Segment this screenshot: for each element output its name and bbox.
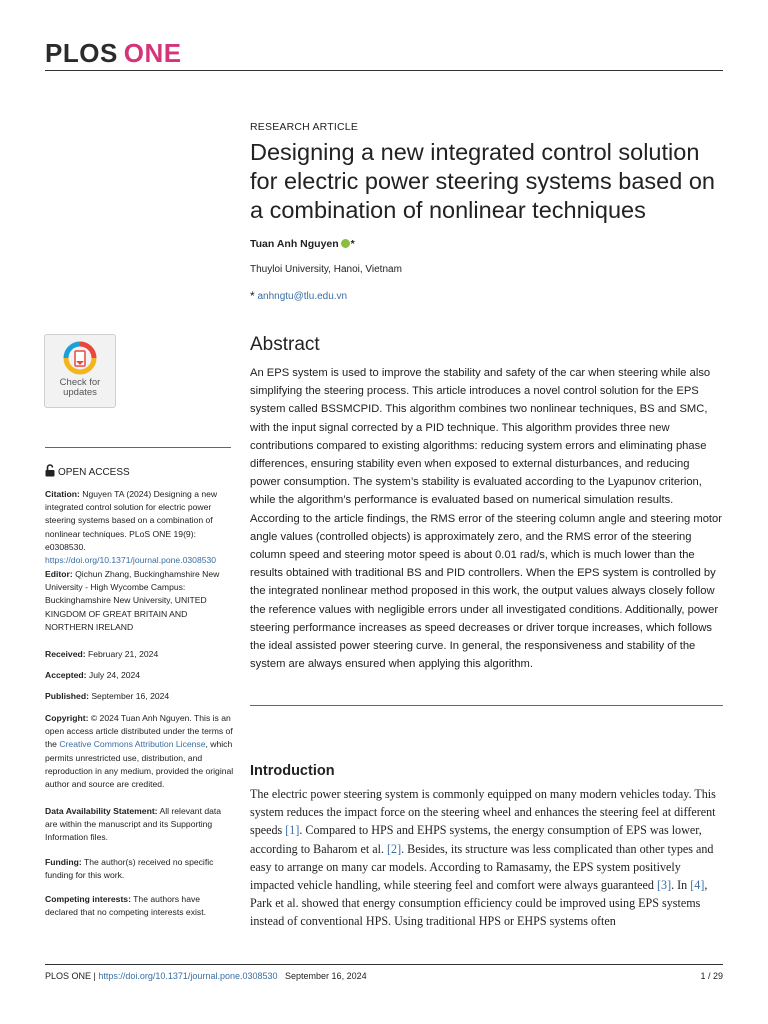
citation-label: Citation:	[45, 489, 80, 499]
received-label: Received:	[45, 649, 86, 659]
published-label: Published:	[45, 691, 89, 701]
intro-text-segment: , Park et al. showed that energy consumption efficiency could be improved using EPS systems instead of conventional HPS. Using traditional HPS or EHPS systems often	[250, 878, 708, 929]
open-access-label: OPEN ACCESS	[58, 467, 130, 478]
intro-text-segment: . Compared to HPS and EHPS systems, the energy consumption of EPS was lower, according to Baharom et al.	[250, 823, 702, 856]
data-availability-block	[45, 805, 235, 845]
funding-block	[45, 856, 235, 882]
data-availability-text: All relevant data are within the manuscript and its Supporting Information files.	[45, 806, 222, 843]
citation-link[interactable]: [2]	[387, 841, 402, 856]
accepted-label: Accepted:	[45, 670, 87, 680]
header-divider	[45, 70, 723, 71]
competing-interests-label: Competing interests:	[45, 894, 131, 904]
introduction-paragraph	[250, 785, 723, 931]
editor-text: Qichun Zhang, Buckinghamshire New University - High Wycombe Campus: Buckinghamshire New University, UNITED KINGDOM OF GREAT BRITAIN AND NORTHERN IRELAND	[45, 569, 220, 632]
citation-link[interactable]: [3]	[657, 878, 672, 893]
citation-link[interactable]: [1]	[285, 823, 300, 838]
footer-journal: PLOS ONE	[45, 971, 92, 981]
funding-text: The author(s) received no specific funding for this work.	[45, 857, 214, 881]
corresponding-email-link[interactable]: anhngtu@tlu.edu.vn	[257, 291, 348, 302]
footer-doi-link[interactable]: https://doi.org/10.1371/journal.pone.0308530	[98, 971, 278, 981]
article-title: Designing a new integrated control solution for electric power steering systems based on a combination of nonlinear techniques	[250, 139, 715, 223]
intro-text-segment: The electric power steering system is commonly equipped on many modern vehicles today. This system reduces the impact force on the steering wheel and enhances the steering feel at different speeds	[250, 787, 716, 838]
footer-divider	[45, 964, 723, 965]
footer-separator: |	[91, 971, 99, 981]
citation-link[interactable]: [4]	[690, 878, 705, 893]
abstract-text: An EPS system is used to improve the stability and safety of the car when steering while also simplifying the steering process. This article introduces a novel control solution for the EPS system called BSSMCPID. This algorithm combines two nonlinear techniques, BS and SMC, with the input signal corrected by a PID technique. This algorithm provides three new contributions compared to existing algorithms: reducing system errors and eliminating phase differences, ensuring stability even when exposed to external disturbances, and reducing power consumption. The system’s stability is evaluated according to the Lyapunov criterion, while the algorithm’s performance is evaluated based on numerical simulation results. According to the article findings, the RMS error of the steering column angle and steering motor angle values (controlled objects) is approximately zero, and the RMS error of the steering column speed and steering motor speed is about 0.01 rad/s, which is much lower than the results obtained with traditional BS and PID controllers. When the EPS system is controlled by the integrated nonlinear method proposed in this work, the output values always closely follow the reference values with negligible errors under all investigated conditions. Additionally, power steering performance increases as speed decreases or driver torque increases, which follows the ideal assisted power steering curve. In general, the responsiveness and stability of the system are always ensured when applying this algorithm.	[250, 367, 722, 671]
published-date	[45, 690, 235, 703]
footer-left	[45, 971, 367, 981]
copyright-text: © 2024 Tuan Anh Nguyen. This is an open access article distributed under the terms of the	[45, 713, 233, 750]
accepted-date	[45, 669, 235, 682]
editor-block	[45, 568, 235, 634]
open-access-line	[45, 464, 130, 478]
received-date	[45, 648, 235, 661]
page-number: 1 / 29	[700, 971, 723, 981]
license-link[interactable]: Creative Commons Attribution License	[59, 739, 206, 750]
article-type: RESEARCH ARTICLE	[250, 121, 359, 133]
published-value: September 16, 2024	[88, 691, 170, 701]
introduction-heading: Introduction	[250, 763, 335, 779]
journal-logo-prefix: PLOS	[45, 38, 118, 68]
author-affiliation: Thuyloi University, Hanoi, Vietnam	[250, 264, 402, 275]
open-lock-icon	[45, 464, 55, 477]
author-line	[250, 238, 723, 250]
competing-interests-block	[45, 893, 235, 919]
copyright-label: Copyright:	[45, 713, 89, 723]
journal-logo[interactable]	[45, 38, 182, 69]
abstract-heading: Abstract	[250, 334, 320, 355]
citation-block	[45, 488, 235, 567]
author-marker: *	[350, 238, 355, 250]
accepted-value: July 24, 2024	[86, 670, 141, 680]
data-availability-label: Data Availability Statement:	[45, 806, 158, 816]
intro-text-segment: . Besides, its structure was less complicated than other types and easy to arrange on many car models. According to Ramasamy, the EPS system positively impacted vehicle handling, while steering feel and comfort were always guaranteed	[250, 841, 714, 893]
footer-date: September 16, 2024	[285, 971, 367, 981]
citation-text: Nguyen TA (2024) Designing a new integrated control solution for electric power steering systems based on a combination of nonlinear techniques. PLoS ONE 19(9): e0308530.	[45, 489, 218, 552]
corresponding-email-line	[250, 289, 723, 303]
orcid-icon[interactable]	[341, 239, 350, 248]
abstract-divider	[250, 705, 723, 706]
citation-doi-link[interactable]: https://doi.org/10.1371/journal.pone.0308530	[45, 555, 217, 566]
check-for-updates-label: Check for updates	[59, 377, 101, 398]
check-for-updates-icon	[63, 341, 97, 375]
received-value: February 21, 2024	[85, 649, 159, 659]
author-name[interactable]: Tuan Anh Nguyen	[250, 238, 339, 250]
intro-text-segment: . In	[671, 878, 691, 893]
sidebar-divider	[45, 447, 231, 448]
funding-label: Funding:	[45, 857, 82, 867]
competing-interests-text: The authors have declared that no competing interests exist.	[45, 894, 206, 918]
journal-logo-suffix: ONE	[123, 38, 182, 68]
check-for-updates-badge[interactable]	[44, 334, 116, 408]
editor-label: Editor:	[45, 569, 73, 579]
copyright-text-end: , which permits unrestricted use, distribution, and reproduction in any medium, provided the original author and source are credited.	[45, 739, 234, 790]
copyright-block	[45, 712, 235, 791]
email-marker: *	[250, 289, 255, 303]
